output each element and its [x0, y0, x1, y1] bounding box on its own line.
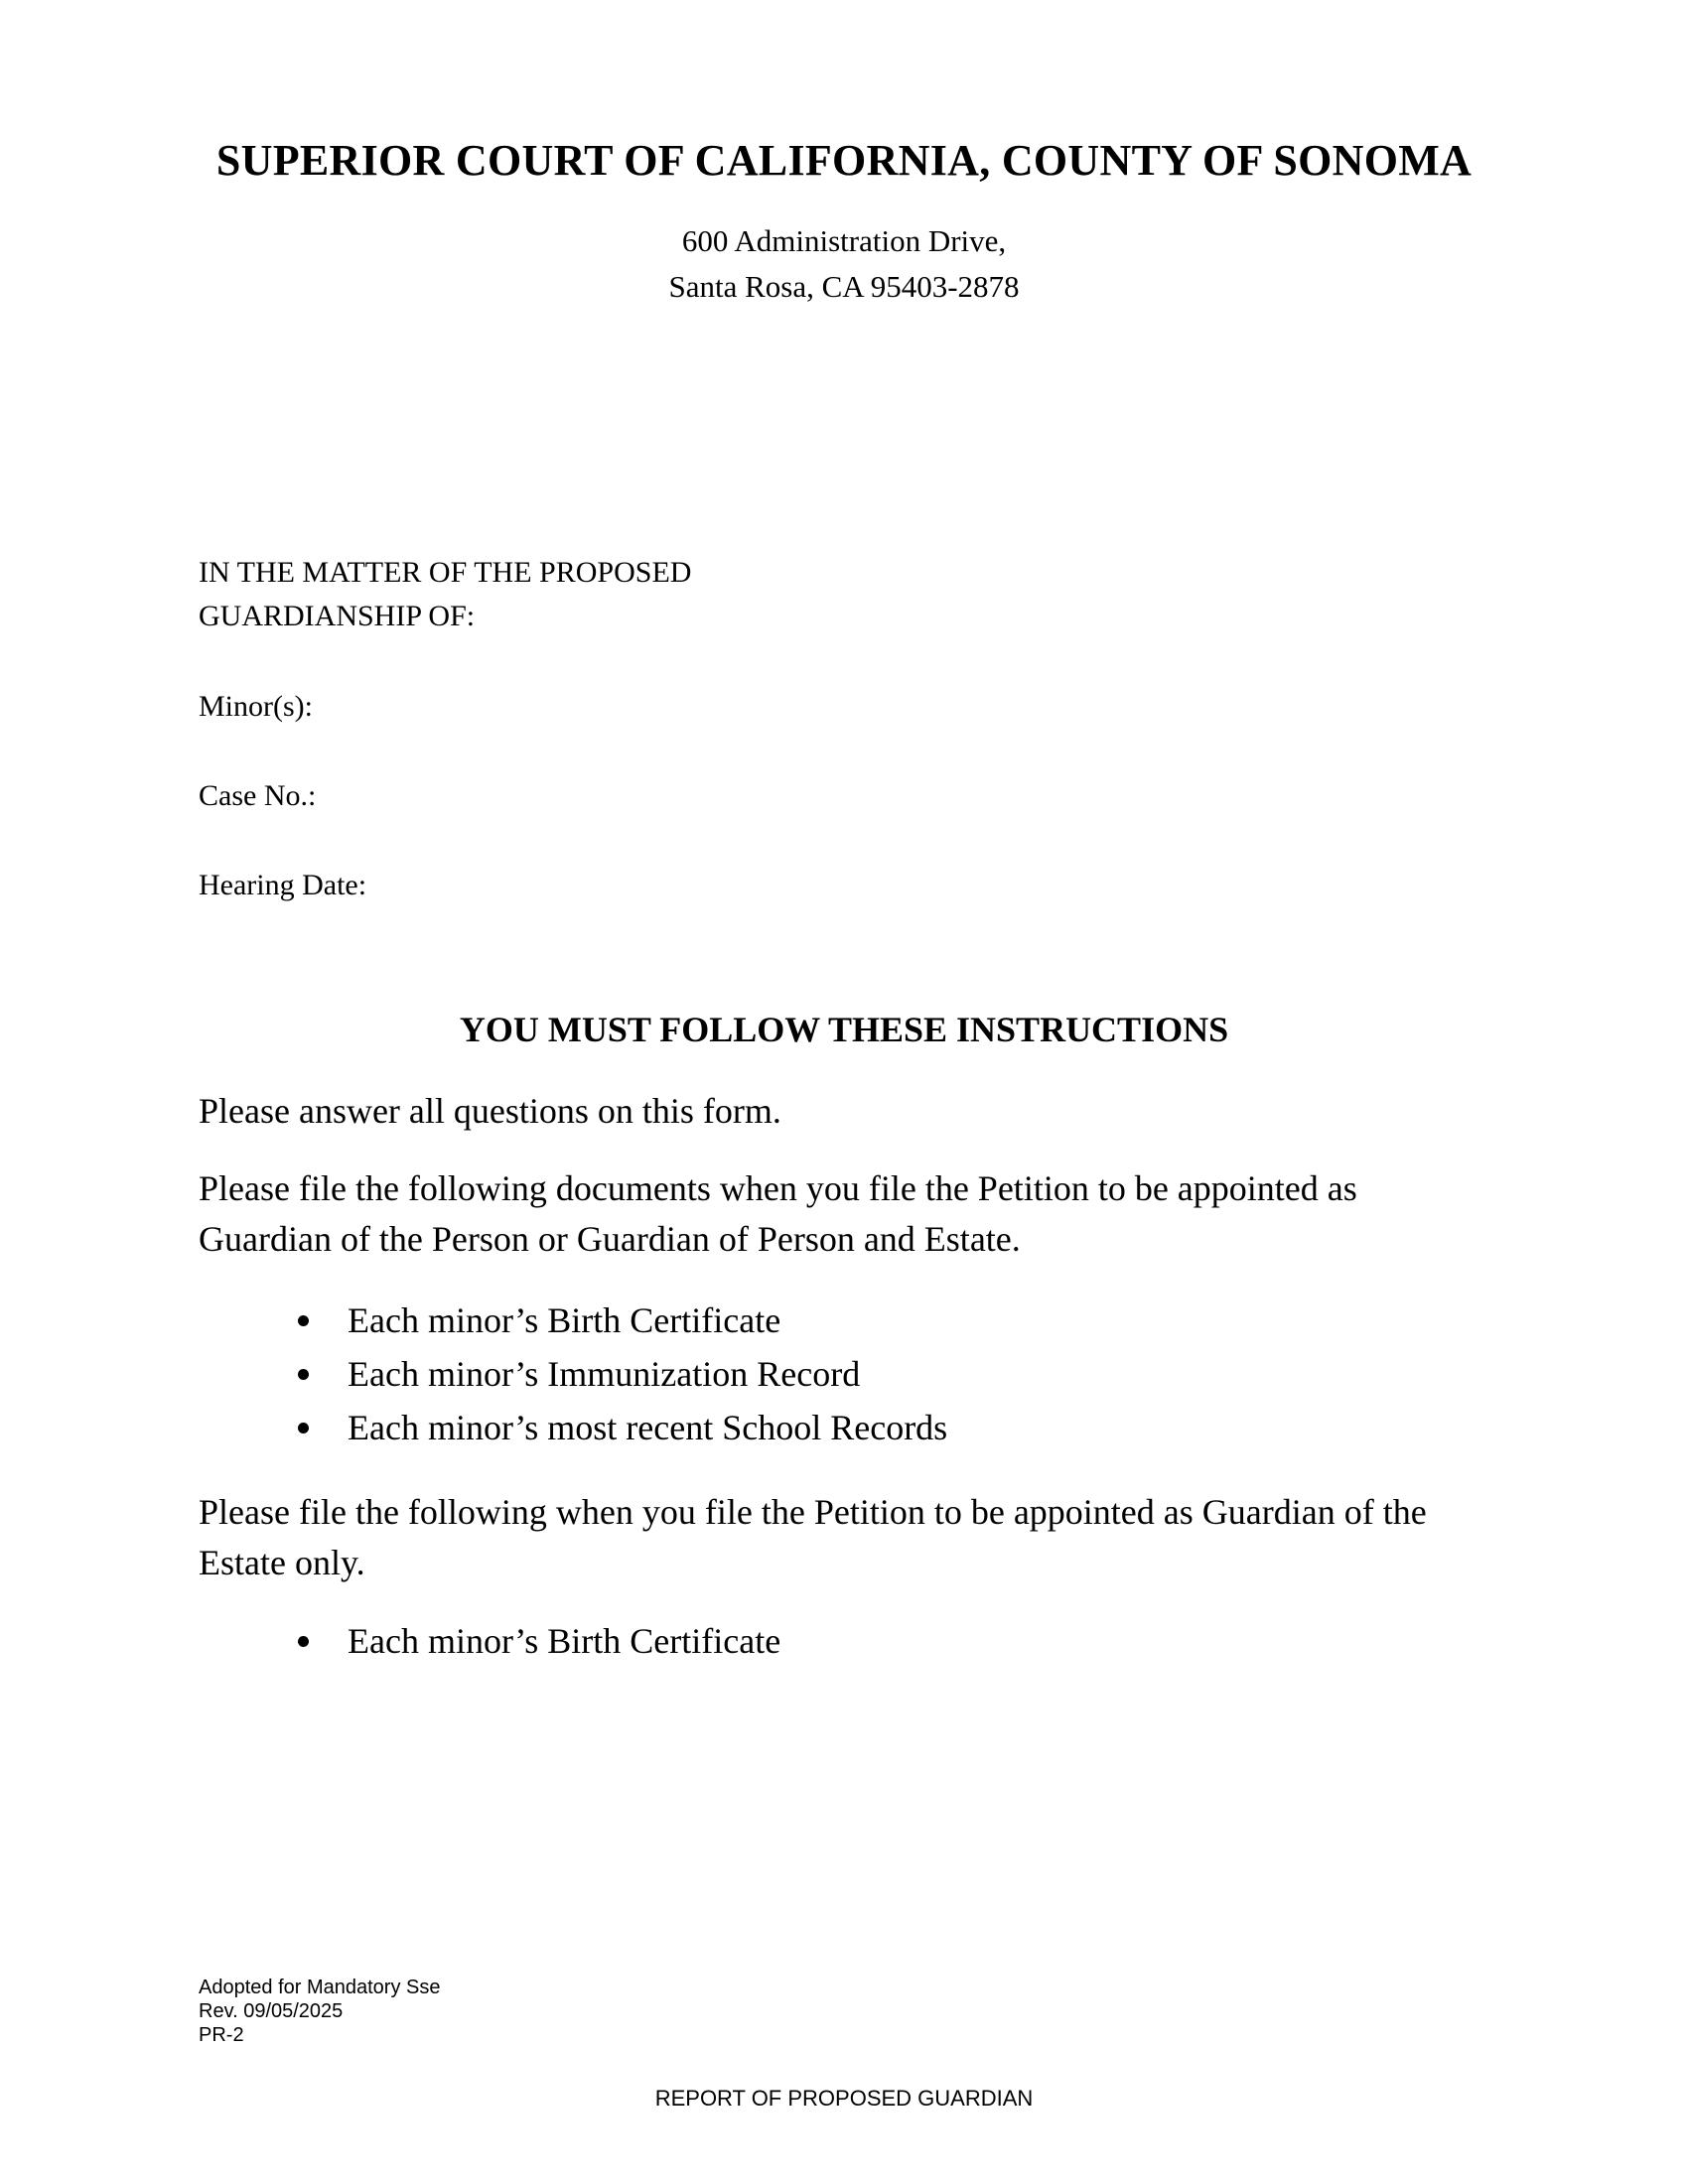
hearing-date-label: Hearing Date: — [199, 869, 367, 901]
instructions-paragraph-1: Please answer all questions on this form. — [199, 1091, 781, 1131]
address-line-1: 600 Administration Drive, — [681, 223, 1007, 258]
list-item — [298, 1347, 947, 1401]
bullet-icon — [298, 1315, 309, 1326]
list-item-text: Each minor’s Immunization Record — [348, 1354, 861, 1394]
form-title-footer: REPORT OF PROPOSED GUARDIAN — [654, 2086, 1034, 2111]
court-title: SUPERIOR COURT OF CALIFORNIA, COUNTY OF SONOMA — [215, 136, 1473, 185]
adopted-text: Adopted for Mandatory Sse — [199, 1977, 441, 1998]
list-item-text: Each minor’s Birth Certificate — [348, 1300, 781, 1340]
case-number-label: Case No.: — [199, 779, 317, 812]
list-item — [298, 1294, 947, 1347]
caption-line-1: IN THE MATTER OF THE PROPOSED — [199, 556, 692, 589]
list-item — [298, 1614, 780, 1668]
form-number: PR-2 — [199, 2024, 244, 2046]
case-caption — [199, 551, 691, 638]
address-line-2: Santa Rosa, CA 95403-2878 — [668, 269, 1020, 304]
instructions-heading: YOU MUST FOLLOW THESE INSTRUCTIONS — [459, 1010, 1229, 1049]
court-address — [0, 218, 1688, 310]
minors-label: Minor(s): — [199, 690, 313, 723]
caption-line-2: GUARDIANSHIP OF: — [199, 600, 476, 632]
list-item — [298, 1401, 947, 1454]
bullet-icon — [298, 1369, 309, 1380]
list-item-text: Each minor’s Birth Certificate — [348, 1621, 781, 1661]
instructions-paragraph-2: Please file the following documents when you file the Petition to be appointed as Guardian of the Person or Guardian of Person and Estate. — [199, 1168, 1357, 1259]
bullet-icon — [298, 1423, 309, 1433]
documents-list-person — [298, 1294, 947, 1454]
documents-list-estate — [298, 1614, 780, 1668]
bullet-icon — [298, 1636, 309, 1647]
list-item-text: Each minor’s most recent School Records — [348, 1408, 948, 1447]
form-footer-info — [199, 1976, 440, 2047]
revision-text: Rev. 09/05/2025 — [199, 2000, 344, 2022]
instructions-paragraph-3: Please file the following when you file the Petition to be appointed as Guardian of the Estate only. — [199, 1492, 1427, 1582]
